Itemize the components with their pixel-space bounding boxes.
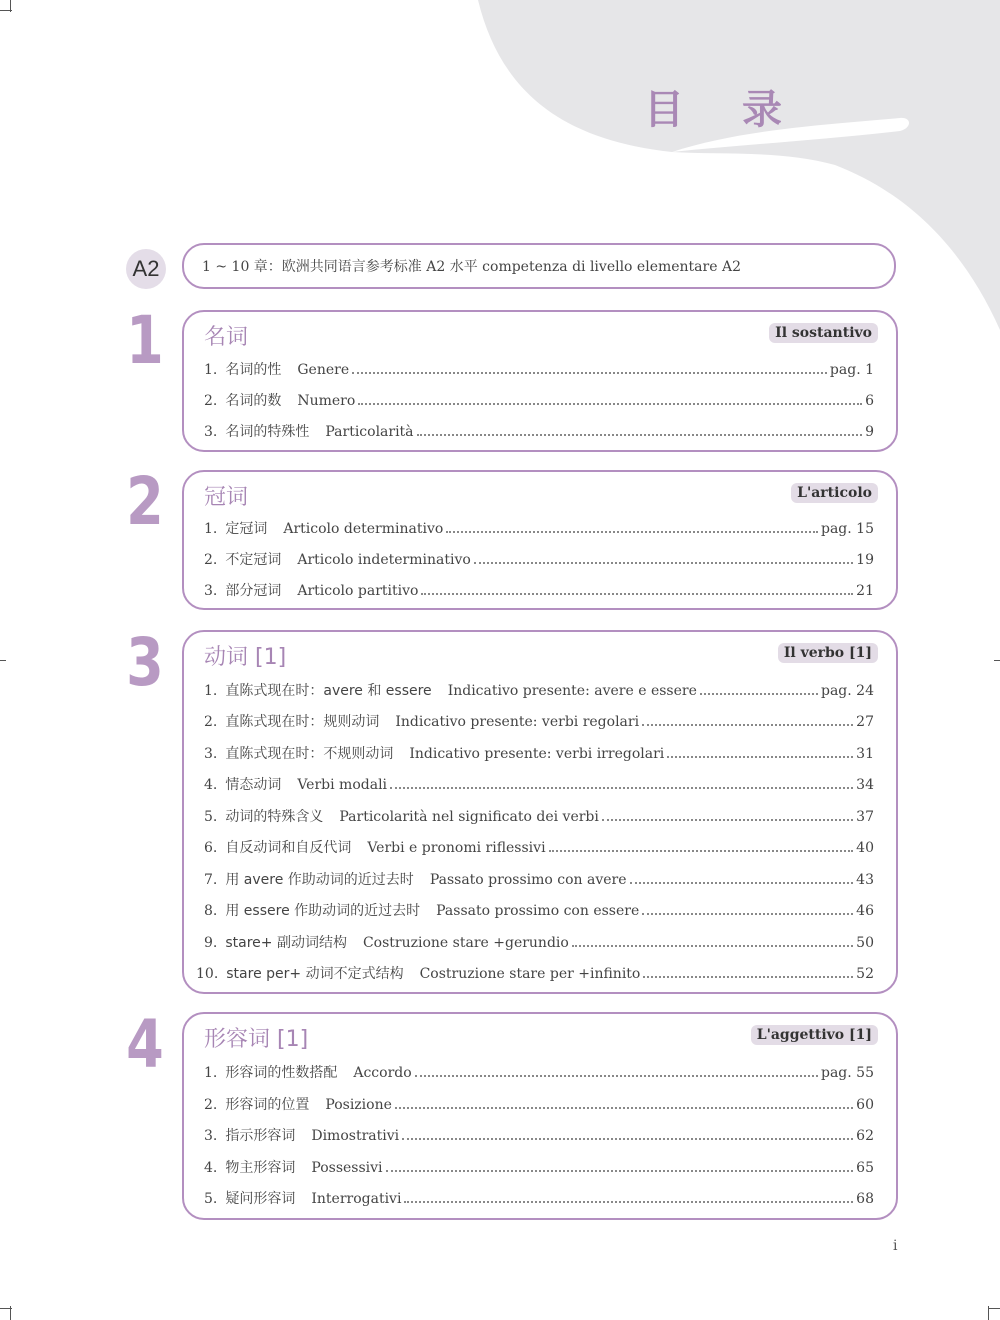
dot-leader — [643, 976, 853, 978]
entry-title-cn: 直陈式现在时：avere 和 essere — [225, 683, 432, 699]
chapter-number: 2 — [126, 463, 164, 540]
toc-entry[interactable] — [204, 390, 874, 410]
dot-leader — [446, 531, 818, 533]
entry-page: pag. 55 — [821, 1065, 874, 1081]
entry-title-cn: 情态动词 — [225, 777, 282, 793]
toc-entry[interactable] — [204, 1125, 874, 1145]
dot-leader — [474, 562, 853, 564]
entry-title-cn: 定冠词 — [225, 521, 268, 537]
entry-title-it: Passato prossimo con avere — [429, 872, 627, 888]
crop-mark — [994, 660, 1000, 661]
crop-mark — [988, 1308, 1000, 1309]
entry-number: 9. — [204, 935, 218, 951]
chapter-title-cn: 名词 — [204, 325, 249, 350]
toc-entry[interactable] — [204, 1188, 874, 1208]
entry-title-cn: 疑问形容词 — [225, 1191, 296, 1207]
entry-title-cn: 部分冠词 — [225, 583, 282, 599]
entry-page: pag. 24 — [821, 683, 874, 699]
chapter-box — [182, 1012, 898, 1220]
entry-number: 1. — [204, 362, 218, 378]
entry-title-it: Dimostrativi — [311, 1128, 400, 1144]
chapter-number: 4 — [126, 1006, 164, 1083]
entry-number: 2. — [204, 714, 218, 730]
entry-title-cn: 用 avere 作助动词的近过去时 — [225, 872, 414, 888]
entry-title-it: Particolarità — [325, 424, 414, 440]
entry-page: 19 — [856, 552, 874, 568]
dot-leader — [630, 882, 854, 884]
toc-entry[interactable] — [204, 549, 874, 569]
entry-page: 65 — [856, 1160, 874, 1176]
entry-title-cn: 形容词的位置 — [225, 1097, 310, 1113]
dot-leader — [352, 372, 827, 374]
entry-number: 1. — [204, 1065, 218, 1081]
entry-title-it: Verbi modali — [297, 777, 388, 793]
toc-entry[interactable] — [204, 580, 874, 600]
entry-title-cn: 物主形容词 — [225, 1160, 296, 1176]
entry-title-cn: 不定冠词 — [225, 552, 282, 568]
dot-leader — [667, 756, 853, 758]
chapter-box — [182, 470, 898, 610]
toc-entry[interactable] — [204, 711, 874, 731]
entry-page: 62 — [856, 1128, 874, 1144]
crop-mark — [10, 0, 11, 12]
entry-title-it: Indicativo presente: verbi regolari — [395, 714, 640, 730]
entry-page: 46 — [856, 903, 874, 919]
entry-page: 6 — [865, 393, 874, 409]
page-title: 目 录 — [644, 87, 804, 133]
entry-title-cn: 名词的特殊性 — [225, 424, 310, 440]
chapter-box — [182, 310, 898, 452]
toc-entry[interactable] — [204, 774, 874, 794]
entry-page: 27 — [856, 714, 874, 730]
entry-number: 4. — [204, 1160, 218, 1176]
entry-page: 43 — [856, 872, 874, 888]
toc-entry[interactable] — [204, 518, 874, 538]
entry-page: 37 — [856, 809, 874, 825]
dot-leader — [642, 724, 853, 726]
toc-entry[interactable] — [204, 421, 874, 441]
entry-page: 31 — [856, 746, 874, 762]
dot-leader — [402, 1138, 853, 1140]
entry-page: 52 — [856, 966, 874, 982]
entry-page: pag. 1 — [829, 362, 874, 378]
entry-title-cn: 动词的特殊含义 — [225, 809, 324, 825]
dot-leader — [642, 913, 853, 915]
toc-entry[interactable] — [196, 963, 874, 983]
entry-title-cn: stare+ 副动词结构 — [225, 935, 347, 951]
entry-number: 2. — [204, 393, 218, 409]
chapter-title-cn: 动词 [1] — [204, 645, 287, 670]
entry-title-it: Particolarità nel significato dei verbi — [339, 809, 599, 825]
entry-number: 2. — [204, 552, 218, 568]
dot-leader — [700, 693, 818, 695]
toc-entry[interactable] — [204, 837, 874, 857]
entry-title-cn: 形容词的性数搭配 — [225, 1065, 338, 1081]
toc-entry[interactable] — [204, 900, 874, 920]
chapter-tag: L'articolo — [791, 483, 878, 503]
entry-title-it: Numero — [297, 393, 356, 409]
entry-number: 8. — [204, 903, 218, 919]
dot-leader — [386, 1170, 854, 1172]
entry-number: 1. — [204, 521, 218, 537]
dot-leader — [395, 1107, 853, 1109]
dot-leader — [572, 945, 853, 947]
entry-number: 10. — [196, 966, 219, 982]
crop-mark — [10, 1306, 11, 1320]
entry-title-cn: 直陈式现在时：不规则动词 — [225, 746, 394, 762]
toc-entry[interactable] — [204, 1157, 874, 1177]
entry-page: 68 — [856, 1191, 874, 1207]
crop-mark — [988, 1306, 989, 1320]
entry-title-it: Interrogativi — [311, 1191, 402, 1207]
level-badge: A2 — [126, 249, 166, 289]
chapter-tag: Il sostantivo — [769, 323, 878, 343]
dot-leader — [390, 787, 853, 789]
entry-page: 9 — [865, 424, 874, 440]
entry-number: 5. — [204, 1191, 218, 1207]
toc-entry[interactable] — [204, 869, 874, 889]
entry-title-cn: 直陈式现在时：规则动词 — [225, 714, 380, 730]
chapter-title-cn: 冠词 — [204, 485, 249, 510]
entry-number: 5. — [204, 809, 218, 825]
level-description: 1 ~ 10 章：欧洲共同语言参考标准 A2 水平 competenza di livello elementare A2 — [182, 243, 896, 289]
dot-leader — [404, 1201, 853, 1203]
entry-title-it: Possessivi — [311, 1160, 383, 1176]
entry-number: 3. — [204, 583, 218, 599]
entry-title-it: Articolo partitivo — [297, 583, 419, 599]
entry-title-cn: stare per+ 动词不定式结构 — [226, 966, 404, 982]
entry-number: 1. — [204, 683, 218, 699]
toc-entry[interactable] — [204, 806, 874, 826]
dot-leader — [417, 434, 863, 436]
entry-title-cn: 指示形容词 — [225, 1128, 296, 1144]
entry-number: 7. — [204, 872, 218, 888]
chapter-tag: L'aggettivo [1] — [751, 1025, 878, 1045]
toc-entry[interactable] — [204, 1094, 874, 1114]
entry-title-it: Indicativo presente: avere e essere — [447, 683, 697, 699]
entry-title-it: Articolo indeterminativo — [297, 552, 471, 568]
dot-leader — [421, 593, 853, 595]
entry-title-cn: 名词的数 — [225, 393, 282, 409]
entry-title-it: Indicativo presente: verbi irregolari — [409, 746, 665, 762]
entry-number: 3. — [204, 746, 218, 762]
dot-leader — [415, 1075, 818, 1077]
entry-number: 3. — [204, 424, 218, 440]
page-number: i — [893, 1238, 898, 1254]
chapter-box — [182, 630, 898, 994]
entry-title-cn: 名词的性 — [225, 362, 282, 378]
entry-title-cn: 用 essere 作助动词的近过去时 — [225, 903, 421, 919]
entry-number: 6. — [204, 840, 218, 856]
entry-number: 4. — [204, 777, 218, 793]
entry-page: pag. 15 — [821, 521, 874, 537]
chapter-tag: Il verbo [1] — [778, 643, 878, 663]
chapter-number: 1 — [126, 302, 164, 379]
entry-title-it: Accordo — [353, 1065, 412, 1081]
toc-entry[interactable] — [204, 1062, 874, 1082]
entry-title-it: Costruzione stare +gerundio — [362, 935, 569, 951]
entry-number: 3. — [204, 1128, 218, 1144]
entry-title-cn: 自反动词和自反代词 — [225, 840, 352, 856]
entry-page: 40 — [856, 840, 874, 856]
entry-title-it: Genere — [297, 362, 350, 378]
entry-page: 34 — [856, 777, 874, 793]
entry-title-it: Posizione — [325, 1097, 392, 1113]
entry-page: 21 — [856, 583, 874, 599]
entry-page: 60 — [856, 1097, 874, 1113]
dot-leader — [602, 819, 853, 821]
entry-number: 2. — [204, 1097, 218, 1113]
chapter-title-cn: 形容词 [1] — [204, 1027, 309, 1052]
chapter-number: 3 — [126, 624, 164, 701]
dot-leader — [358, 403, 862, 405]
entry-title-it: Costruzione stare per +infinito — [419, 966, 641, 982]
entry-title-it: Verbi e pronomi riflessivi — [367, 840, 546, 856]
toc-entry[interactable] — [204, 743, 874, 763]
entry-page: 50 — [856, 935, 874, 951]
crop-mark — [0, 660, 6, 661]
toc-entry[interactable] — [204, 359, 874, 379]
entry-title-it: Articolo determinativo — [283, 521, 444, 537]
toc-entry[interactable] — [204, 932, 874, 952]
toc-entry[interactable] — [204, 680, 874, 700]
entry-title-it: Passato prossimo con essere — [436, 903, 640, 919]
dot-leader — [549, 850, 854, 852]
